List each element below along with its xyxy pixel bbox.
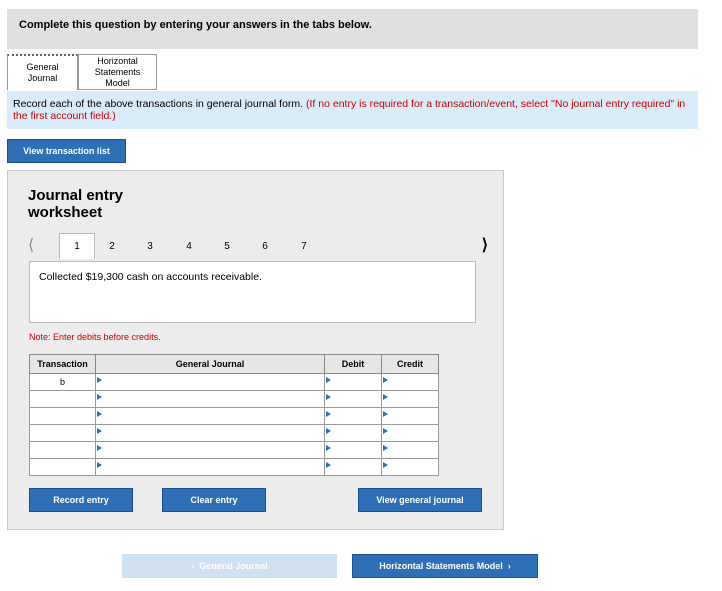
input-arrow-icon — [383, 377, 388, 383]
account-select[interactable] — [96, 408, 325, 425]
instructions-text: Record each of the above transactions in general journal form. — [13, 98, 307, 110]
credit-input[interactable] — [382, 442, 439, 459]
page-tab-3[interactable]: 3 — [147, 240, 153, 252]
description-text: Collected $19,300 cash on accounts receivable. — [39, 271, 262, 283]
debit-input[interactable] — [325, 408, 382, 425]
transaction-cell — [30, 408, 96, 425]
view-general-journal-button[interactable]: View general journal — [358, 488, 482, 512]
page-tab-5[interactable]: 5 — [224, 240, 230, 252]
input-arrow-icon — [326, 445, 331, 451]
page-tab-1[interactable]: 1 — [59, 233, 95, 259]
dropdown-arrow-icon — [97, 377, 102, 383]
input-arrow-icon — [326, 428, 331, 434]
debit-credit-note: Note: Enter debits before credits. — [29, 332, 161, 342]
input-arrow-icon — [326, 411, 331, 417]
transaction-cell — [30, 425, 96, 442]
table-row — [30, 425, 439, 442]
record-entry-button[interactable]: Record entry — [29, 488, 133, 512]
column-header-debit: Debit — [325, 355, 382, 374]
next-tab-button[interactable] — [352, 554, 538, 578]
chevron-left-icon: ‹ — [191, 561, 200, 571]
debit-input[interactable] — [325, 425, 382, 442]
input-arrow-icon — [383, 445, 388, 451]
debit-input[interactable] — [325, 391, 382, 408]
table-row — [30, 442, 439, 459]
page-tab-7[interactable]: 7 — [301, 240, 307, 252]
journal-entry-worksheet — [7, 170, 504, 530]
tab-label-line: General — [26, 62, 59, 72]
tab-label-line: Journal — [27, 73, 58, 83]
question-header — [7, 9, 698, 49]
account-select[interactable] — [96, 425, 325, 442]
header-text: Complete this question by entering your answers in the tabs below. — [19, 19, 372, 31]
tab-label-line: Model — [105, 77, 130, 88]
input-arrow-icon — [383, 411, 388, 417]
input-arrow-icon — [326, 462, 331, 468]
input-arrow-icon — [383, 428, 388, 434]
column-header-credit: Credit — [382, 355, 439, 374]
account-select[interactable] — [96, 459, 325, 476]
journal-table — [29, 354, 439, 476]
credit-input[interactable] — [382, 408, 439, 425]
account-select[interactable] — [96, 442, 325, 459]
dropdown-arrow-icon — [97, 462, 102, 468]
credit-input[interactable] — [382, 374, 439, 391]
input-arrow-icon — [326, 377, 331, 383]
prev-tab-label: General Journal — [199, 561, 268, 571]
transaction-cell: b — [30, 374, 96, 391]
chevron-left-icon[interactable]: ⟨ — [28, 237, 35, 254]
dropdown-arrow-icon — [97, 445, 102, 451]
input-arrow-icon — [326, 394, 331, 400]
next-tab-label: Horizontal Statements Model — [379, 561, 503, 571]
page-navigator — [28, 233, 488, 259]
instructions-box — [7, 91, 698, 129]
debit-input[interactable] — [325, 442, 382, 459]
transaction-cell — [30, 459, 96, 476]
table-row — [30, 374, 439, 391]
instructions-red-text: (If no entry is required for a transaction/event, select "No journal entry required" in the first account field.) — [13, 98, 686, 122]
account-select[interactable] — [96, 374, 325, 391]
debit-input[interactable] — [325, 374, 382, 391]
input-arrow-icon — [383, 394, 388, 400]
tab-label-line: Statements — [94, 66, 141, 77]
table-row — [30, 408, 439, 425]
view-transaction-list-button[interactable]: View transaction list — [7, 139, 126, 163]
worksheet-title: Journal entry worksheet — [28, 187, 124, 221]
tab-label-line: Horizontal — [97, 55, 138, 66]
account-select[interactable] — [96, 391, 325, 408]
input-arrow-icon — [383, 462, 388, 468]
column-header-transaction: Transaction — [30, 355, 96, 374]
credit-input[interactable] — [382, 391, 439, 408]
credit-input[interactable] — [382, 425, 439, 442]
tab-horizontal-statements-model[interactable] — [78, 54, 157, 90]
table-row — [30, 459, 439, 476]
dropdown-arrow-icon — [97, 394, 102, 400]
transaction-description — [29, 261, 476, 323]
page-tab-2[interactable]: 2 — [109, 240, 115, 252]
transaction-cell — [30, 391, 96, 408]
page-tab-6[interactable]: 6 — [262, 240, 268, 252]
prev-tab-button[interactable] — [122, 554, 337, 578]
column-header-general-journal: General Journal — [96, 355, 325, 374]
clear-entry-button[interactable]: Clear entry — [162, 488, 266, 512]
debit-input[interactable] — [325, 459, 382, 476]
transaction-cell — [30, 442, 96, 459]
chevron-right-icon[interactable]: ⟩ — [481, 237, 488, 254]
page-tab-4[interactable]: 4 — [186, 240, 192, 252]
dropdown-arrow-icon — [97, 411, 102, 417]
dropdown-arrow-icon — [97, 428, 102, 434]
credit-input[interactable] — [382, 459, 439, 476]
tab-general-journal[interactable] — [7, 54, 78, 90]
table-row — [30, 391, 439, 408]
chevron-right-icon: › — [502, 561, 511, 571]
